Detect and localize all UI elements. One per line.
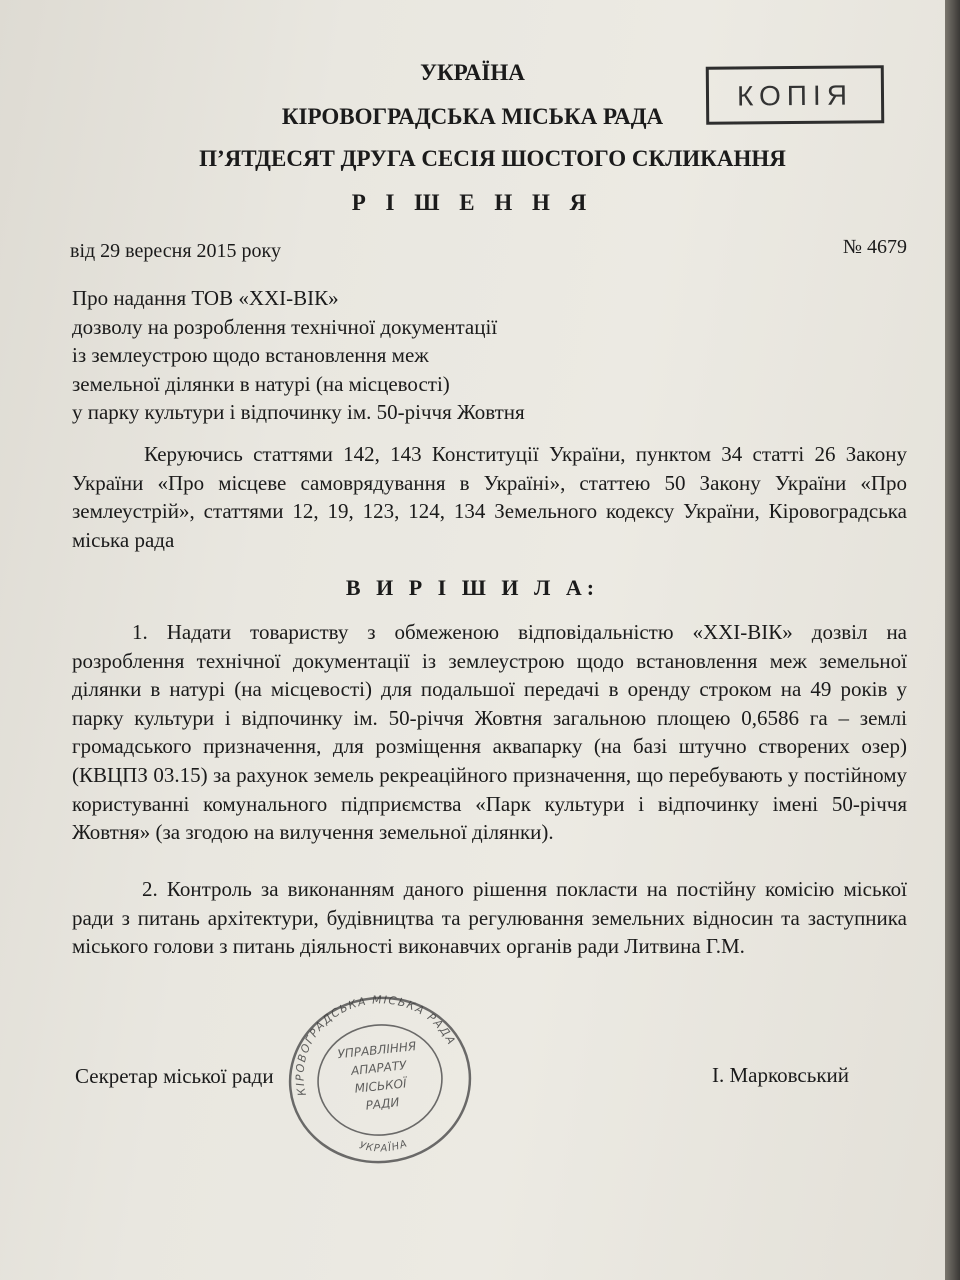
resolved-heading: В И Р І Ш И Л А: [345, 575, 600, 600]
doc-type-heading: Р І Ш Е Н Н Я [351, 190, 594, 215]
signer-name: І. Марковський [712, 1063, 849, 1087]
seal-center-line: МІСЬКОЇ [354, 1076, 408, 1096]
subject-line: Про надання ТОВ «XXI-ВІК» [72, 286, 339, 310]
seal-center-line: УПРАВЛІННЯ [336, 1039, 417, 1062]
svg-text:УКРАЇНА [357, 1135, 410, 1157]
country-heading: УКРАЇНА [420, 60, 525, 85]
decision-number: № 4679 [842, 236, 907, 258]
subject-line: із землеустрою щодо встановлення меж [72, 343, 429, 367]
seal-center-line: АПАРАТУ [350, 1058, 408, 1078]
preamble-paragraph: Керуючись статтями 142, 143 Конституції України, пунктом 34 статті 26 Закону України «Про місцеве самоврядування в Україні», статтею 50 Закону України «Про землеустрій», статтями 12, 19, 123, 124, 134 Земельного кодексу України, Кіровоградська міська рада [72, 442, 907, 552]
subject-line: земельної ділянки в натурі (на місцевості) [72, 371, 450, 396]
copy-stamp [706, 65, 884, 125]
page-edge-shadow [945, 0, 960, 1280]
subject-line: у парку культури і відпочинку ім. 50-річчя Жовтня [72, 400, 525, 424]
copy-stamp-text: КОПІЯ [736, 79, 854, 112]
decision-item-2: 2. Контроль за виконанням даного рішення покласти на постійну комісію міської ради з питань архітектури, будівництва та регулювання земельних відносин та заступника міського голови з питань діяльності виконавчих органів ради Литвина Г.М. [72, 877, 907, 959]
council-seal [283, 992, 478, 1167]
seal-bottom-text: УКРАЇНА [357, 1138, 410, 1155]
seal-center-line: РАДИ [364, 1095, 401, 1113]
decision-date: від 29 вересня 2015 року [70, 240, 281, 262]
decision-item-1: 1. Надати товариству з обмеженою відповідальністю «XXI-ВІК» дозвіл на розроблення технічної документації із землеустрою щодо встановлення меж земельної ділянки в натурі (на місцевості) для подальшої передачі в оренду строком на 49 років у парку культури і відпочинку ім. 50-річчя Жовтня загальною площею 0,6586 га – землі громадського призначення, для розміщення аквапарку (на базі штучно створених озер) (КВЦПЗ 03.15) за рахунок земель рекреаційного призначення, що перебувають у постійному користуванні комунального підприємства «Парк культури і відпочинку імені 50-річчя Жовтня» (за згодою на вилучення земельної ділянки). [72, 620, 907, 845]
signer-position: Секретар міської ради [75, 1064, 274, 1088]
seal-ring-text: КІРОВОГРАДСЬКА МІСЬКА РАДА [293, 993, 459, 1098]
council-heading: КІРОВОГРАДСЬКА МІСЬКА РАДА [281, 104, 664, 129]
subject-line: дозволу на розроблення технічної документації [72, 314, 498, 339]
decision-subject [72, 284, 525, 427]
session-heading: П’ЯТДЕСЯТ ДРУГА СЕСІЯ ШОСТОГО СКЛИКАННЯ [199, 146, 786, 171]
